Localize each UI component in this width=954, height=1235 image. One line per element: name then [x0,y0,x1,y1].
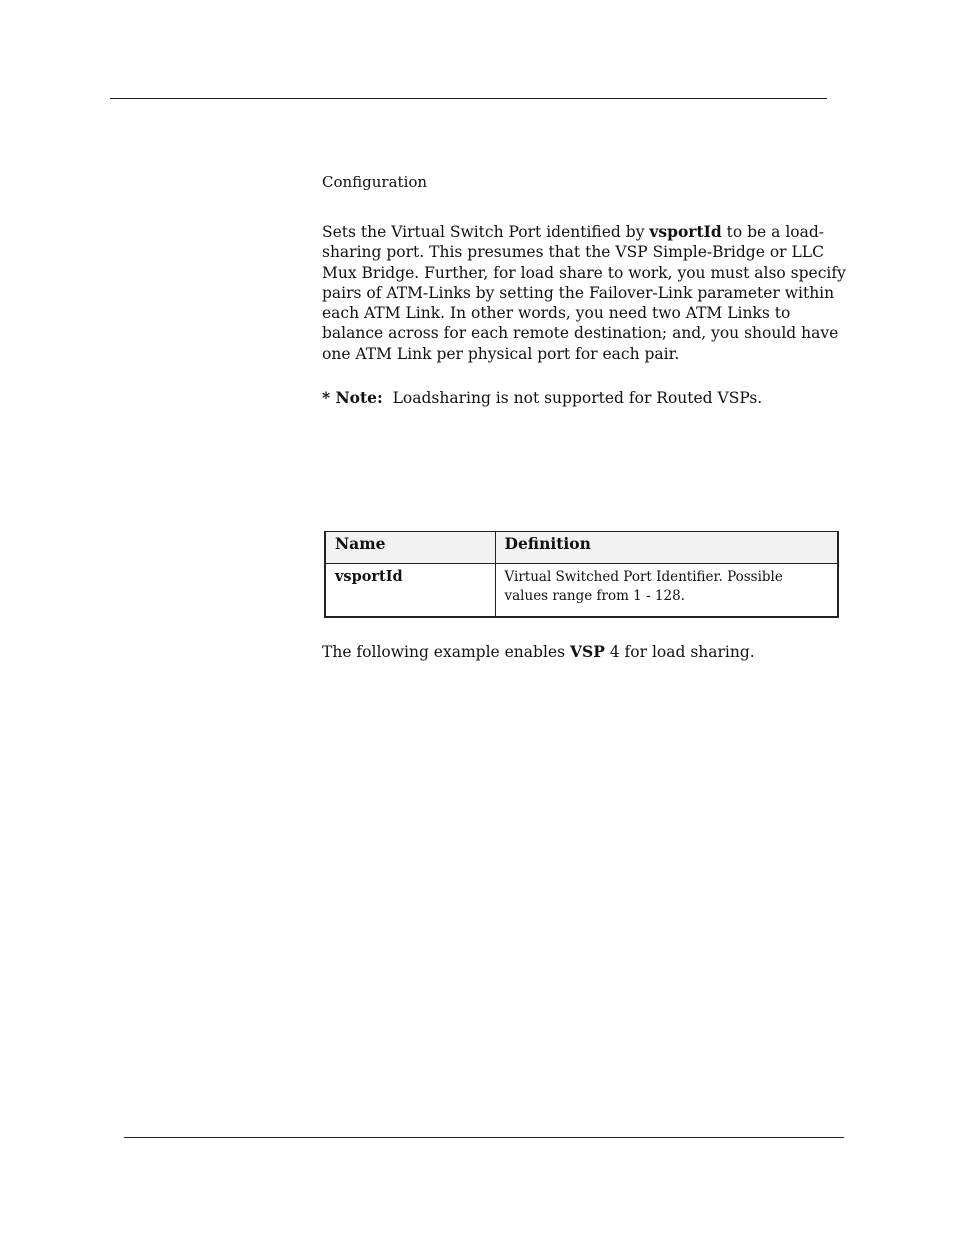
parameter-name: vsportId [325,564,495,617]
note [322,388,762,408]
description-text-2: to be a load-sharing port. This presumes that the VSP Simple-Bridge or LLC Mux Bridge. Further, for load share to work, you must also specify pairs of ATM-Links by setting the Failover-Link parameter within each ATM Link. In other words, you need two ATM Links to balance across for each remote destination; and, you should have one ATM Link per physical port for each pair. [322,223,846,363]
mode-value: Configuration [322,173,428,191]
column-header-name: Name [325,532,495,564]
column-header-definition: Definition [495,532,838,564]
note-text: Loadsharing is not supported for Routed VSPs. [392,389,763,407]
header-rule [110,98,827,99]
parameter-definition: Virtual Switched Port Identifier. Possible values range from 1 - 128. [495,564,838,617]
description-keyword: vsportId [649,222,722,241]
description-paragraph [322,222,847,364]
example-intro [322,642,755,662]
example-keyword: VSP [569,642,605,661]
parameters-table [324,531,839,618]
table-header-row [325,532,838,564]
description-text-1: Sets the Virtual Switch Port identified by [322,223,650,241]
note-label: * Note: [322,388,383,407]
example-text-2: 4 for load sharing. [604,643,755,661]
footer-rule [124,1137,844,1138]
table-row [325,564,838,617]
example-text-1: The following example enables [322,643,570,661]
